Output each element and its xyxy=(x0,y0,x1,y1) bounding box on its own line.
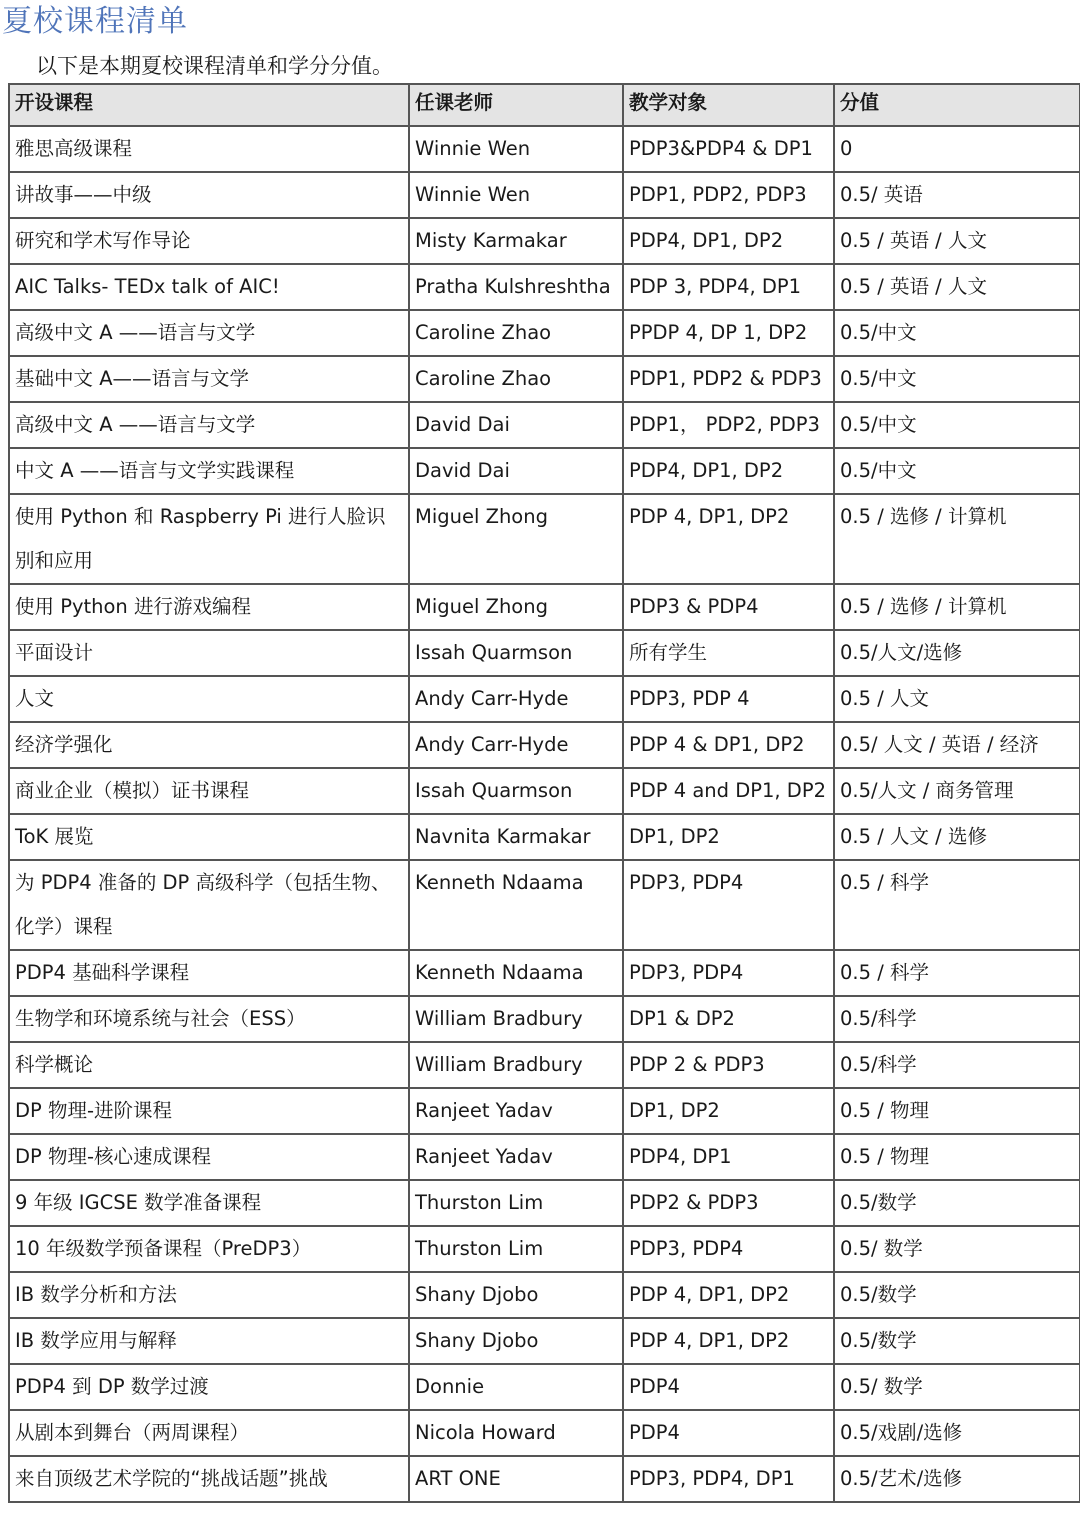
teacher-cell: Issah Quarmson xyxy=(409,630,623,676)
teacher-cell: David Dai xyxy=(409,402,623,448)
table-row xyxy=(9,218,1080,264)
audience-cell: PDP4, DP1 xyxy=(623,1134,834,1180)
teacher-cell: Andy Carr-Hyde xyxy=(409,722,623,768)
course-cell: 商业企业（模拟）证书课程 xyxy=(9,768,409,814)
table-row xyxy=(9,1364,1080,1410)
credit-cell: 0.5/ 数学 xyxy=(834,1226,1080,1272)
teacher-cell: Thurston Lim xyxy=(409,1226,623,1272)
credit-cell: 0.5/数学 xyxy=(834,1180,1080,1226)
credit-cell: 0.5 / 选修 / 计算机 xyxy=(834,494,1080,584)
table-row xyxy=(9,1042,1080,1088)
audience-cell: DP1, DP2 xyxy=(623,1088,834,1134)
audience-cell: 所有学生 xyxy=(623,630,834,676)
audience-cell: PDP1, PDP2, PDP3 xyxy=(623,172,834,218)
table-row xyxy=(9,1180,1080,1226)
teacher-cell: Caroline Zhao xyxy=(409,356,623,402)
credit-cell: 0.5/人文/选修 xyxy=(834,630,1080,676)
audience-cell: PDP4 xyxy=(623,1364,834,1410)
credit-cell: 0.5/中文 xyxy=(834,310,1080,356)
course-cell: 讲故事——中级 xyxy=(9,172,409,218)
table-row xyxy=(9,1456,1080,1502)
table-row xyxy=(9,584,1080,630)
teacher-cell: Pratha Kulshreshtha xyxy=(409,264,623,310)
course-cell: 从剧本到舞台（两周课程） xyxy=(9,1410,409,1456)
course-cell: PDP4 基础科学课程 xyxy=(9,950,409,996)
audience-cell: PDP3, PDP 4 xyxy=(623,676,834,722)
credit-cell: 0.5 / 选修 / 计算机 xyxy=(834,584,1080,630)
course-cell: IB 数学分析和方法 xyxy=(9,1272,409,1318)
audience-cell: PDP3&PDP4 & DP1 xyxy=(623,126,834,172)
table-row xyxy=(9,126,1080,172)
teacher-cell: David Dai xyxy=(409,448,623,494)
course-cell: 来自顶级艺术学院的“挑战话题”挑战 xyxy=(9,1456,409,1502)
credit-cell: 0.5/中文 xyxy=(834,448,1080,494)
credit-cell: 0.5/数学 xyxy=(834,1272,1080,1318)
table-header-row xyxy=(9,84,1080,126)
teacher-cell: Caroline Zhao xyxy=(409,310,623,356)
table-row xyxy=(9,172,1080,218)
course-cell: 生物学和环境系统与社会（ESS） xyxy=(9,996,409,1042)
credit-cell: 0.5 / 物理 xyxy=(834,1134,1080,1180)
audience-cell: PDP4, DP1, DP2 xyxy=(623,448,834,494)
audience-cell: PDP2 & PDP3 xyxy=(623,1180,834,1226)
course-cell: 10 年级数学预备课程（PreDP3） xyxy=(9,1226,409,1272)
table-row xyxy=(9,1272,1080,1318)
header-audience: 教学对象 xyxy=(623,84,834,126)
teacher-cell: Navnita Karmakar xyxy=(409,814,623,860)
course-cell: 高级中文 A ——语言与文学 xyxy=(9,310,409,356)
table-row xyxy=(9,768,1080,814)
table-row xyxy=(9,1318,1080,1364)
teacher-cell: Donnie xyxy=(409,1364,623,1410)
audience-cell: PDP3, PDP4 xyxy=(623,1226,834,1272)
course-cell: 研究和学术写作导论 xyxy=(9,218,409,264)
course-cell: PDP4 到 DP 数学过渡 xyxy=(9,1364,409,1410)
course-cell: IB 数学应用与解释 xyxy=(9,1318,409,1364)
credit-cell: 0.5/ 英语 xyxy=(834,172,1080,218)
table-row xyxy=(9,402,1080,448)
course-cell: ToK 展览 xyxy=(9,814,409,860)
credit-cell: 0.5/科学 xyxy=(834,1042,1080,1088)
table-row xyxy=(9,814,1080,860)
teacher-cell: William Bradbury xyxy=(409,1042,623,1088)
table-row xyxy=(9,310,1080,356)
audience-cell: PDP1， PDP2, PDP3 xyxy=(623,402,834,448)
table-row xyxy=(9,264,1080,310)
course-cell: 中文 A ——语言与文学实践课程 xyxy=(9,448,409,494)
table-row xyxy=(9,356,1080,402)
audience-cell: PPDP 4, DP 1, DP2 xyxy=(623,310,834,356)
credit-cell: 0 xyxy=(834,126,1080,172)
teacher-cell: Winnie Wen xyxy=(409,172,623,218)
audience-cell: PDP3, PDP4 xyxy=(623,950,834,996)
credit-cell: 0.5/戏剧/选修 xyxy=(834,1410,1080,1456)
credit-cell: 0.5 / 科学 xyxy=(834,950,1080,996)
teacher-cell: Shany Djobo xyxy=(409,1272,623,1318)
audience-cell: PDP4 xyxy=(623,1410,834,1456)
table-row xyxy=(9,996,1080,1042)
course-cell: 基础中文 A——语言与文学 xyxy=(9,356,409,402)
course-cell: 科学概论 xyxy=(9,1042,409,1088)
credit-cell: 0.5 / 英语 / 人文 xyxy=(834,264,1080,310)
table-row xyxy=(9,1088,1080,1134)
course-cell: 雅思高级课程 xyxy=(9,126,409,172)
audience-cell: PDP 2 & PDP3 xyxy=(623,1042,834,1088)
audience-cell: PDP 4 and DP1, DP2 xyxy=(623,768,834,814)
credit-cell: 0.5/ 人文 / 英语 / 经济 xyxy=(834,722,1080,768)
teacher-cell: Misty Karmakar xyxy=(409,218,623,264)
teacher-cell: Winnie Wen xyxy=(409,126,623,172)
table-row xyxy=(9,494,1080,584)
audience-cell: PDP1, PDP2 & PDP3 xyxy=(623,356,834,402)
course-cell: DP 物理-进阶课程 xyxy=(9,1088,409,1134)
table-row xyxy=(9,448,1080,494)
table-row xyxy=(9,630,1080,676)
course-cell: 使用 Python 进行游戏编程 xyxy=(9,584,409,630)
teacher-cell: Ranjeet Yadav xyxy=(409,1088,623,1134)
audience-cell: PDP 4, DP1, DP2 xyxy=(623,494,834,584)
header-credit: 分值 xyxy=(834,84,1080,126)
credit-cell: 0.5 / 物理 xyxy=(834,1088,1080,1134)
page-title: 夏校课程清单 xyxy=(2,4,188,39)
audience-cell: PDP 3, PDP4, DP1 xyxy=(623,264,834,310)
teacher-cell: ART ONE xyxy=(409,1456,623,1502)
course-cell: 人文 xyxy=(9,676,409,722)
table-row xyxy=(9,722,1080,768)
teacher-cell: Miguel Zhong xyxy=(409,494,623,584)
course-cell: 高级中文 A ——语言与文学 xyxy=(9,402,409,448)
table-row xyxy=(9,950,1080,996)
teacher-cell: Nicola Howard xyxy=(409,1410,623,1456)
course-cell: AIC Talks- TEDx talk of AIC! xyxy=(9,264,409,310)
audience-cell: PDP 4, DP1, DP2 xyxy=(623,1272,834,1318)
course-cell: 为 PDP4 准备的 DP 高级科学（包括生物、化学）课程 xyxy=(9,860,409,950)
credit-cell: 0.5 / 英语 / 人文 xyxy=(834,218,1080,264)
course-cell: 使用 Python 和 Raspberry Pi 进行人脸识别和应用 xyxy=(9,494,409,584)
header-course: 开设课程 xyxy=(9,84,409,126)
course-cell: 平面设计 xyxy=(9,630,409,676)
course-cell: DP 物理-核心速成课程 xyxy=(9,1134,409,1180)
credit-cell: 0.5 / 人文 / 选修 xyxy=(834,814,1080,860)
course-cell: 经济学强化 xyxy=(9,722,409,768)
table-row xyxy=(9,1226,1080,1272)
audience-cell: DP1 & DP2 xyxy=(623,996,834,1042)
audience-cell: PDP3, PDP4 xyxy=(623,860,834,950)
teacher-cell: Ranjeet Yadav xyxy=(409,1134,623,1180)
table-row xyxy=(9,860,1080,950)
table-row xyxy=(9,1134,1080,1180)
audience-cell: PDP3, PDP4, DP1 xyxy=(623,1456,834,1502)
credit-cell: 0.5 / 科学 xyxy=(834,860,1080,950)
teacher-cell: Issah Quarmson xyxy=(409,768,623,814)
audience-cell: PDP3 & PDP4 xyxy=(623,584,834,630)
teacher-cell: Kenneth Ndaama xyxy=(409,860,623,950)
course-table xyxy=(8,83,1080,1503)
teacher-cell: Kenneth Ndaama xyxy=(409,950,623,996)
teacher-cell: Miguel Zhong xyxy=(409,584,623,630)
audience-cell: PDP 4 & DP1, DP2 xyxy=(623,722,834,768)
teacher-cell: Thurston Lim xyxy=(409,1180,623,1226)
table-row xyxy=(9,676,1080,722)
credit-cell: 0.5/人文 / 商务管理 xyxy=(834,768,1080,814)
credit-cell: 0.5/ 数学 xyxy=(834,1364,1080,1410)
teacher-cell: Shany Djobo xyxy=(409,1318,623,1364)
teacher-cell: William Bradbury xyxy=(409,996,623,1042)
credit-cell: 0.5/中文 xyxy=(834,402,1080,448)
audience-cell: PDP 4, DP1, DP2 xyxy=(623,1318,834,1364)
credit-cell: 0.5/科学 xyxy=(834,996,1080,1042)
credit-cell: 0.5/数学 xyxy=(834,1318,1080,1364)
table-row xyxy=(9,1410,1080,1456)
teacher-cell: Andy Carr-Hyde xyxy=(409,676,623,722)
credit-cell: 0.5 / 人文 xyxy=(834,676,1080,722)
credit-cell: 0.5/中文 xyxy=(834,356,1080,402)
header-teacher: 任课老师 xyxy=(409,84,623,126)
audience-cell: DP1, DP2 xyxy=(623,814,834,860)
audience-cell: PDP4, DP1, DP2 xyxy=(623,218,834,264)
credit-cell: 0.5/艺术/选修 xyxy=(834,1456,1080,1502)
course-cell: 9 年级 IGCSE 数学准备课程 xyxy=(9,1180,409,1226)
intro-text: 以下是本期夏校课程清单和学分分值。 xyxy=(36,54,393,78)
